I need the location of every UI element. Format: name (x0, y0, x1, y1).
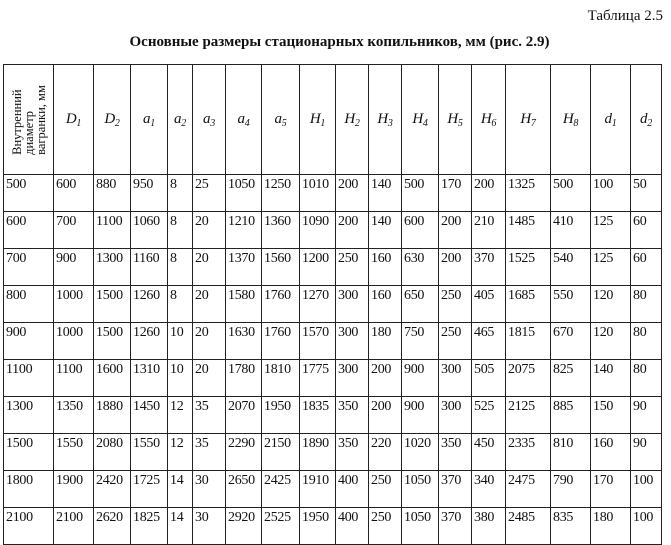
table-cell: 380 (472, 508, 506, 545)
table-cell: 160 (591, 434, 631, 471)
table-cell: 2475 (506, 471, 551, 508)
table-row (4, 323, 662, 360)
table-cell: 180 (369, 323, 402, 360)
table-row (4, 286, 662, 323)
table-cell: 180 (591, 508, 631, 545)
cell-furnace-diameter: 1300 (4, 397, 54, 434)
table-cell: 300 (336, 323, 369, 360)
table-cell: 405 (472, 286, 506, 323)
table-cell: 880 (94, 175, 131, 212)
table-cell: 80 (631, 286, 662, 323)
table-cell: 2920 (226, 508, 262, 545)
table-cell: 2650 (226, 471, 262, 508)
cell-furnace-diameter: 500 (4, 175, 54, 212)
table-cell: 1370 (226, 249, 262, 286)
table-cell: 1010 (300, 175, 336, 212)
table-cell: 1000 (54, 286, 94, 323)
table-cell: 1050 (226, 175, 262, 212)
table-cell: 505 (472, 360, 506, 397)
table-cell: 1560 (262, 249, 300, 286)
table-cell: 1630 (226, 323, 262, 360)
table-cell: 825 (551, 360, 591, 397)
table-cell: 250 (336, 249, 369, 286)
table-cell: 1910 (300, 471, 336, 508)
table-cell: 1810 (262, 360, 300, 397)
header-H4: $H_4$ (402, 65, 439, 175)
table-cell: 125 (591, 249, 631, 286)
table-cell: 150 (591, 397, 631, 434)
table-cell: 1310 (131, 360, 168, 397)
table-cell: 2080 (94, 434, 131, 471)
table-cell: 900 (54, 249, 94, 286)
table-cell: 1350 (54, 397, 94, 434)
table-cell: 1050 (402, 508, 439, 545)
table-cell: 1090 (300, 212, 336, 249)
table-cell: 8 (168, 212, 193, 249)
table-cell: 20 (193, 249, 226, 286)
table-cell: 60 (631, 249, 662, 286)
table-cell: 2290 (226, 434, 262, 471)
table-cell: 1500 (94, 286, 131, 323)
table-cell: 170 (439, 175, 472, 212)
cell-furnace-diameter: 800 (4, 286, 54, 323)
cell-furnace-diameter: 900 (4, 323, 54, 360)
table-cell: 200 (472, 175, 506, 212)
table-cell: 810 (551, 434, 591, 471)
table-cell: 340 (472, 471, 506, 508)
table-cell: 300 (336, 286, 369, 323)
table-cell: 120 (591, 323, 631, 360)
table-cell: 210 (472, 212, 506, 249)
table-body (4, 175, 662, 545)
table-cell: 1725 (131, 471, 168, 508)
table-cell: 790 (551, 471, 591, 508)
header-H8: $H_8$ (551, 65, 591, 175)
cell-furnace-diameter: 600 (4, 212, 54, 249)
header-D2: $D_2$ (94, 65, 131, 175)
table-cell: 750 (402, 323, 439, 360)
table-cell: 500 (551, 175, 591, 212)
table-cell: 300 (336, 360, 369, 397)
table-cell: 1060 (131, 212, 168, 249)
table-cell: 835 (551, 508, 591, 545)
table-cell: 2485 (506, 508, 551, 545)
table-cell: 1950 (262, 397, 300, 434)
header-a5: $a_5$ (262, 65, 300, 175)
table-cell: 525 (472, 397, 506, 434)
table-cell: 100 (591, 175, 631, 212)
table-cell: 650 (402, 286, 439, 323)
table-cell: 170 (591, 471, 631, 508)
table-cell: 900 (402, 397, 439, 434)
table-number: Таблица 2.5 (587, 8, 663, 24)
table-cell: 540 (551, 249, 591, 286)
header-a4: $a_4$ (226, 65, 262, 175)
table-cell: 900 (402, 360, 439, 397)
table-cell: 80 (631, 360, 662, 397)
cell-furnace-diameter: 1800 (4, 471, 54, 508)
table-row (4, 397, 662, 434)
table-row (4, 360, 662, 397)
table-cell: 1780 (226, 360, 262, 397)
dimensions-table (3, 64, 662, 545)
table-cell: 8 (168, 249, 193, 286)
table-cell: 8 (168, 175, 193, 212)
table-cell: 2150 (262, 434, 300, 471)
header-H1: $H_1$ (300, 65, 336, 175)
table-cell: 30 (193, 508, 226, 545)
header-H6: $H_6$ (472, 65, 506, 175)
cell-furnace-diameter: 1100 (4, 360, 54, 397)
table-cell: 400 (336, 508, 369, 545)
table-cell: 500 (402, 175, 439, 212)
table-cell: 1050 (402, 471, 439, 508)
table-cell: 370 (439, 471, 472, 508)
table-cell: 250 (369, 471, 402, 508)
table-cell: 2100 (54, 508, 94, 545)
table-cell: 200 (439, 212, 472, 249)
table-cell: 125 (591, 212, 631, 249)
table-cell: 1890 (300, 434, 336, 471)
table-cell: 50 (631, 175, 662, 212)
table-cell: 1260 (131, 286, 168, 323)
table-cell: 20 (193, 212, 226, 249)
table-cell: 250 (439, 286, 472, 323)
table-cell: 600 (54, 175, 94, 212)
header-a3: $a_3$ (193, 65, 226, 175)
table-cell: 410 (551, 212, 591, 249)
table-cell: 1760 (262, 286, 300, 323)
table-cell: 140 (591, 360, 631, 397)
table-cell: 2525 (262, 508, 300, 545)
header-H3: $H_3$ (369, 65, 402, 175)
header-D1: $D_1$ (54, 65, 94, 175)
table-cell: 1900 (54, 471, 94, 508)
table-cell: 550 (551, 286, 591, 323)
table-cell: 1160 (131, 249, 168, 286)
table-cell: 350 (336, 434, 369, 471)
table-cell: 2075 (506, 360, 551, 397)
table-cell: 1325 (506, 175, 551, 212)
table-cell: 1570 (300, 323, 336, 360)
table-cell: 1270 (300, 286, 336, 323)
table-cell: 1760 (262, 323, 300, 360)
table-cell: 300 (439, 360, 472, 397)
table-cell: 1580 (226, 286, 262, 323)
table-cell: 100 (631, 508, 662, 545)
table-cell: 200 (369, 360, 402, 397)
table-cell: 2070 (226, 397, 262, 434)
header-row (4, 65, 662, 175)
table-cell: 630 (402, 249, 439, 286)
table-cell: 370 (472, 249, 506, 286)
cell-furnace-diameter: 1500 (4, 434, 54, 471)
table-row (4, 212, 662, 249)
table-cell: 8 (168, 286, 193, 323)
table-cell: 35 (193, 397, 226, 434)
cell-furnace-diameter: 2100 (4, 508, 54, 545)
cell-furnace-diameter: 700 (4, 249, 54, 286)
header-a1: $a_1$ (131, 65, 168, 175)
table-cell: 465 (472, 323, 506, 360)
table-cell: 2125 (506, 397, 551, 434)
table-cell: 1835 (300, 397, 336, 434)
table-cell: 2420 (94, 471, 131, 508)
table-cell: 700 (54, 212, 94, 249)
table-cell: 200 (439, 249, 472, 286)
table-cell: 950 (131, 175, 168, 212)
table-cell: 1250 (262, 175, 300, 212)
table-cell: 1500 (94, 323, 131, 360)
table-cell: 20 (193, 360, 226, 397)
table-cell: 1775 (300, 360, 336, 397)
table-cell: 1485 (506, 212, 551, 249)
table-row (4, 175, 662, 212)
table-cell: 1300 (94, 249, 131, 286)
table-cell: 200 (336, 212, 369, 249)
table-cell: 140 (369, 212, 402, 249)
table-cell: 12 (168, 434, 193, 471)
table-cell: 25 (193, 175, 226, 212)
header-H7: $H_7$ (506, 65, 551, 175)
table-cell: 200 (369, 397, 402, 434)
header-furnace-diameter: Внутренний диаметр вагранки, мм (4, 65, 54, 175)
table-cell: 1815 (506, 323, 551, 360)
table-cell: 1100 (94, 212, 131, 249)
table-cell: 35 (193, 434, 226, 471)
table-cell: 220 (369, 434, 402, 471)
table-cell: 1200 (300, 249, 336, 286)
table-cell: 14 (168, 508, 193, 545)
table-cell: 12 (168, 397, 193, 434)
table-cell: 1550 (54, 434, 94, 471)
table-cell: 2620 (94, 508, 131, 545)
table-cell: 670 (551, 323, 591, 360)
table-cell: 1020 (402, 434, 439, 471)
table-cell: 450 (472, 434, 506, 471)
header-H2: $H_2$ (336, 65, 369, 175)
table-cell: 90 (631, 397, 662, 434)
table-cell: 1525 (506, 249, 551, 286)
table-cell: 140 (369, 175, 402, 212)
table-cell: 1100 (54, 360, 94, 397)
table-cell: 400 (336, 471, 369, 508)
table-cell: 160 (369, 249, 402, 286)
table-cell: 350 (336, 397, 369, 434)
table-cell: 1550 (131, 434, 168, 471)
table-cell: 1880 (94, 397, 131, 434)
table-cell: 20 (193, 286, 226, 323)
table-cell: 1450 (131, 397, 168, 434)
table-cell: 1685 (506, 286, 551, 323)
header-a2: $a_2$ (168, 65, 193, 175)
table-cell: 600 (402, 212, 439, 249)
table-cell: 1825 (131, 508, 168, 545)
table-cell: 1000 (54, 323, 94, 360)
table-cell: 885 (551, 397, 591, 434)
table-cell: 250 (439, 323, 472, 360)
table-title: Основные размеры стационарных копильников, мм (рис. 2.9) (129, 34, 550, 50)
table-cell: 200 (336, 175, 369, 212)
table-cell: 10 (168, 323, 193, 360)
table-row (4, 471, 662, 508)
table-row (4, 508, 662, 545)
table-row (4, 249, 662, 286)
table-cell: 2335 (506, 434, 551, 471)
table-cell: 350 (439, 434, 472, 471)
table-cell: 250 (369, 508, 402, 545)
table-cell: 1360 (262, 212, 300, 249)
table-cell: 90 (631, 434, 662, 471)
table-cell: 120 (591, 286, 631, 323)
table-cell: 300 (439, 397, 472, 434)
table-cell: 2425 (262, 471, 300, 508)
header-d1: $d_1$ (591, 65, 631, 175)
table-cell: 10 (168, 360, 193, 397)
table-row (4, 434, 662, 471)
table-cell: 1260 (131, 323, 168, 360)
header-d2: $d_2$ (631, 65, 662, 175)
table-cell: 1600 (94, 360, 131, 397)
table-cell: 30 (193, 471, 226, 508)
table-cell: 14 (168, 471, 193, 508)
table-cell: 100 (631, 471, 662, 508)
table-cell: 160 (369, 286, 402, 323)
table-cell: 80 (631, 323, 662, 360)
header-H5: $H_5$ (439, 65, 472, 175)
table-cell: 60 (631, 212, 662, 249)
table-cell: 370 (439, 508, 472, 545)
table-cell: 1210 (226, 212, 262, 249)
table-cell: 20 (193, 323, 226, 360)
table-cell: 1950 (300, 508, 336, 545)
